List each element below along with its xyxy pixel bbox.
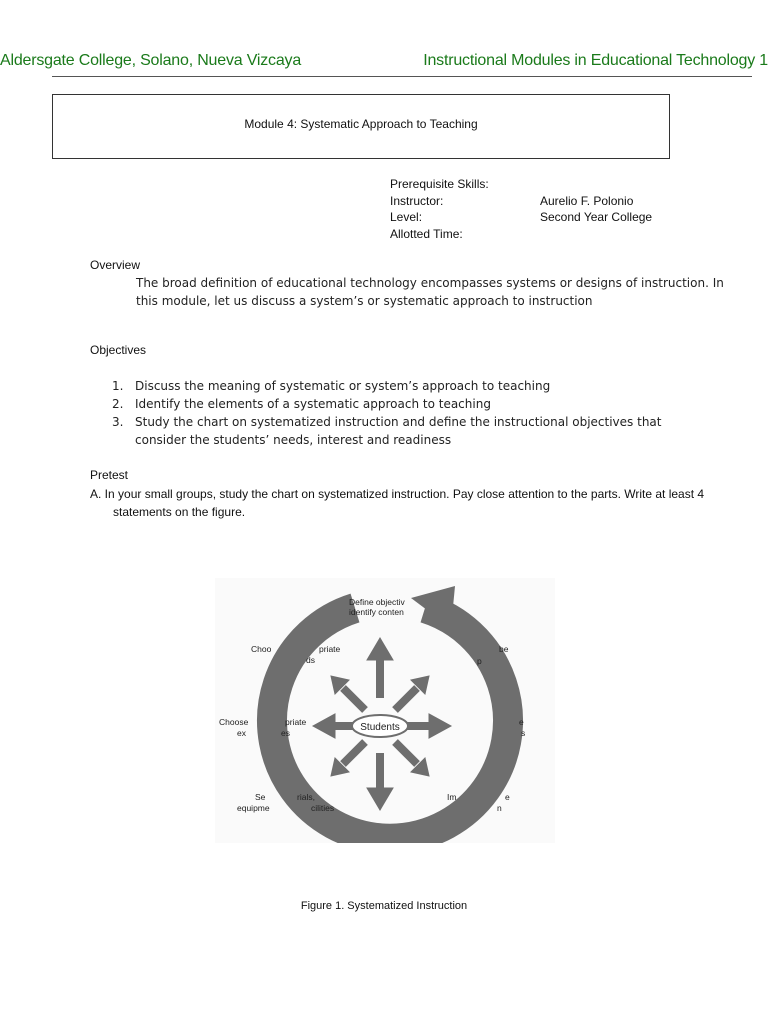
- label-choose-2b: priate: [285, 717, 307, 727]
- label-choose-2c: ex: [237, 728, 246, 738]
- objective-text: Study the chart on systematized instruction and define the instructional objectives that consider the students’ needs, interest and readiness: [135, 415, 662, 447]
- objective-text: Identify the elements of a systematic approach to teaching: [135, 397, 491, 411]
- label-identify-content: identify conten: [349, 607, 404, 617]
- objective-number: 3.: [112, 415, 124, 429]
- label-choose-1c: ds: [306, 655, 315, 665]
- label-implement-c: n: [497, 803, 502, 813]
- meta-value: Second Year College: [540, 210, 653, 224]
- label-right-top: be: [499, 644, 509, 654]
- header-left: Aldersgate College, Solano, Nueva Vizcaya: [0, 52, 302, 69]
- objectives-heading: Objectives: [90, 343, 147, 357]
- meta-key: Allotted Time:: [390, 227, 463, 241]
- center-label: Students: [360, 722, 400, 733]
- meta-key: Level:: [390, 210, 423, 224]
- header-rule: [52, 76, 752, 77]
- figure-caption: Figure 1. Systematized Instruction: [300, 900, 468, 912]
- label-select: Se: [255, 792, 266, 802]
- label-right-mid: e: [519, 717, 524, 727]
- label-define-objectives: Define objectiv: [349, 597, 405, 607]
- label-choose-2d: es: [281, 728, 290, 738]
- meta-key: Prerequisite Skills:: [390, 177, 489, 191]
- label-implement: Im: [447, 792, 457, 802]
- module-title: Module 4: Systematic Approach to Teaching: [244, 117, 478, 131]
- overview-line-1: The broad definition of educational technology encompasses systems or designs of instruction. In: [136, 276, 724, 290]
- pretest-line-1: A. In your small groups, study the chart on systematized instruction. Pay close attention to the parts. Write at least 4: [90, 487, 705, 501]
- header-right: Instructional Modules in Educational Technology 1: [423, 52, 768, 69]
- objective-number: 1.: [112, 379, 124, 393]
- pretest-heading: Pretest: [90, 468, 129, 482]
- label-choose-2: Choose: [219, 717, 249, 727]
- overview-heading: Overview: [90, 258, 141, 272]
- label-select-b: rials,: [297, 792, 315, 802]
- label-right-top-b: p: [477, 656, 482, 666]
- systematized-instruction-figure: [215, 578, 555, 843]
- objective-number: 2.: [112, 397, 124, 411]
- overview-line-2: this module, let us discuss a system’s or systematic approach to instruction: [136, 294, 593, 308]
- label-select-d: cilities: [311, 803, 335, 813]
- label-select-c: equipme: [237, 803, 270, 813]
- objective-text: Discuss the meaning of systematic or system’s approach to teaching: [135, 379, 551, 393]
- label-choose-1b: priate: [319, 644, 341, 654]
- pretest-line-2: statements on the figure.: [113, 505, 246, 519]
- label-choose-1: Choo: [251, 644, 272, 654]
- label-implement-b: e: [505, 792, 510, 802]
- label-right-mid-b: s: [521, 728, 526, 738]
- meta-value: Aurelio F. Polonio: [540, 194, 634, 208]
- meta-key: Instructor:: [390, 194, 444, 208]
